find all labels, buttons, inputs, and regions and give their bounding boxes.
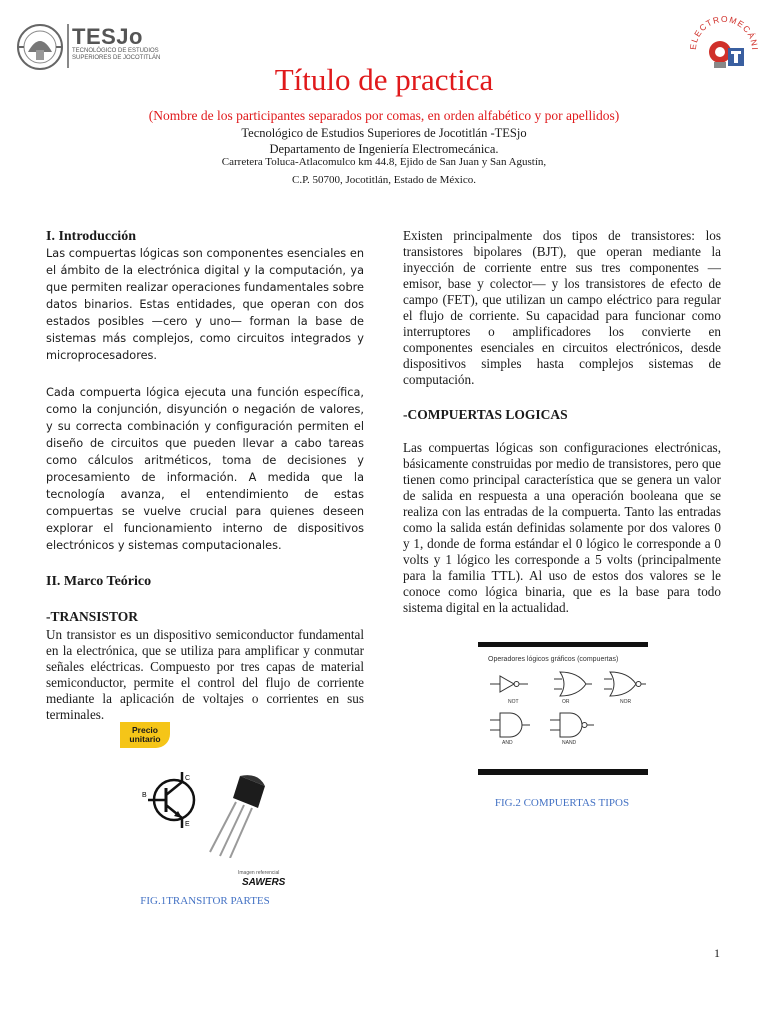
transistor-photo-icon [210, 775, 265, 858]
transistor-symbol-icon [140, 768, 290, 858]
affiliation-address-line2: C.P. 50700, Jocotitlán, Estado de México. [292, 174, 476, 186]
brand-logo-text: SAWERS [242, 877, 286, 888]
subsection-heading-compuertas: -COMPUERTAS LOGICAS [403, 407, 568, 422]
figure-logic-gates [478, 642, 648, 776]
page-title: Título de practica [274, 62, 494, 97]
gate-label-or: OR [562, 699, 570, 705]
nand-gate-icon [550, 713, 594, 737]
gate-label-nor: NOR [620, 699, 632, 705]
transistor-paragraph: Un transistor es un dispositivo semiconductor fundamental en la electrónica, que se utiliza para amplificar y conmutar señales eléctricas. Compuesto por tres capas de material semiconductor, permite el control del flujo de corriente mediante la aplicación de voltajes o corrientes en sus terminales. [46, 627, 364, 722]
figure-transistor [120, 722, 290, 894]
subsection-heading-transistor: -TRANSISTOR [46, 609, 139, 624]
svg-text:B: B [142, 792, 147, 799]
gate-label-and: AND [502, 740, 513, 746]
figure-top-bar [478, 642, 648, 647]
gate-label-nand: NAND [562, 740, 577, 746]
tesjo-logo-text: TESJo [72, 24, 143, 49]
affiliation-institution: Tecnológico de Estudios Superiores de Jocotitlán -TESjo [241, 126, 527, 140]
image-reference-note: Imagen referencial [238, 870, 280, 876]
not-gate-icon [490, 676, 528, 692]
affiliation-address-line1: Carretera Toluca-Atlacomulco km 44.8, Ejido de San Juan y San Agustín, [221, 156, 547, 168]
svg-text:E: E [185, 821, 190, 828]
or-gate-icon [554, 672, 592, 696]
section-heading-introduccion: I. Introducción [46, 229, 136, 244]
figure-2-caption: FIG.2 COMPUERTAS TIPOS [494, 797, 630, 809]
price-badge: Precio unitario [120, 722, 170, 748]
section-heading-marco-teorico: II. Marco Teórico [46, 574, 152, 589]
figure-1-caption: FIG.1TRANSITOR PARTES [140, 895, 270, 907]
svg-text:C: C [185, 775, 191, 782]
intro-paragraph-1: Las compuertas lógicas son componentes esenciales en el ámbito de la electrónica digital y la computación, ya que permiten realizar operaciones fundamentales sobre datos binarios. Estas entidades, que operan con dos estados posibles —cero y uno— forman la base de sistemas más complejos, como circuitos integrados y microprocesadores. [46, 247, 364, 362]
transistor-types-paragraph: Existen principalmente dos tipos de transistores: los transistores bipolares (BJT), que operan mediante la inyección de corriente entre sus tres componentes — emisor, base y colector— y los transistores de efecto de campo (FET), que utilizan un campo eléctrico para regular el flujo de corriente. Su capacidad para funcionar como interruptores o amplificadores los convierte en componentes esenciales en circuitos electrónicos, desde dispositivos simples hasta complejos sistemas de computación. [403, 228, 721, 387]
electromecanica-logo-text: ELECTROMECÁNI [688, 13, 760, 52]
intro-paragraph-2: Cada compuerta lógica ejecuta una función específica, como la conjunción, disyunción o negación de valores, y su correcta combinación y configuración permiten el diseño de circuitos que pueden llevar a cabo tareas como cálculos aritméticos, toma de decisiones y procesamiento de información. A medida que la tecnología avanza, el entendimiento de estas compuertas se vuelve crucial para quienes deseen explorar el funcionamiento interno de dispositivos electrónicos y sistemas computacionales. [46, 386, 364, 552]
affiliation-department: Departamento de Ingeniería Electromecánica. [269, 142, 499, 156]
tesjo-logo-subtext: TECNOLÓGICO DE ESTUDIOS SUPERIORES DE JOCOTITLÁN [72, 48, 161, 61]
logic-gates-diagram [478, 666, 648, 766]
figure-bottom-bar [478, 769, 648, 775]
page-number: 1 [714, 946, 720, 960]
and-gate-icon [490, 713, 530, 737]
gate-label-not: NOT [508, 699, 519, 705]
authors-line: (Nombre de los participantes separados por comas, en orden alfabético y por apellidos) [148, 108, 620, 123]
nor-gate-icon [604, 672, 646, 696]
compuertas-paragraph: Las compuertas lógicas son configuraciones electrónicas, básicamente construidas por medio de transistores, pero que tienen como principal característica que se genera un valor de salida en respuesta a una operación booleana que se realiza con las entradas de la compuerta. Tanto las entradas como la salida están definidas solamente por dos valores 0 y 1, donde de forma estándar el 0 lógico le corresponde a 0 volts y 1 lógico les corresponde a 5 volts (principalmente para la familia TTL). Al uso de estos dos valores se le conoce como lógica binaria, que es la base para todo sistema digital en la actualidad. [403, 440, 721, 615]
figure-2-title: Operadores lógicos gráficos (compuertas) [488, 656, 619, 663]
